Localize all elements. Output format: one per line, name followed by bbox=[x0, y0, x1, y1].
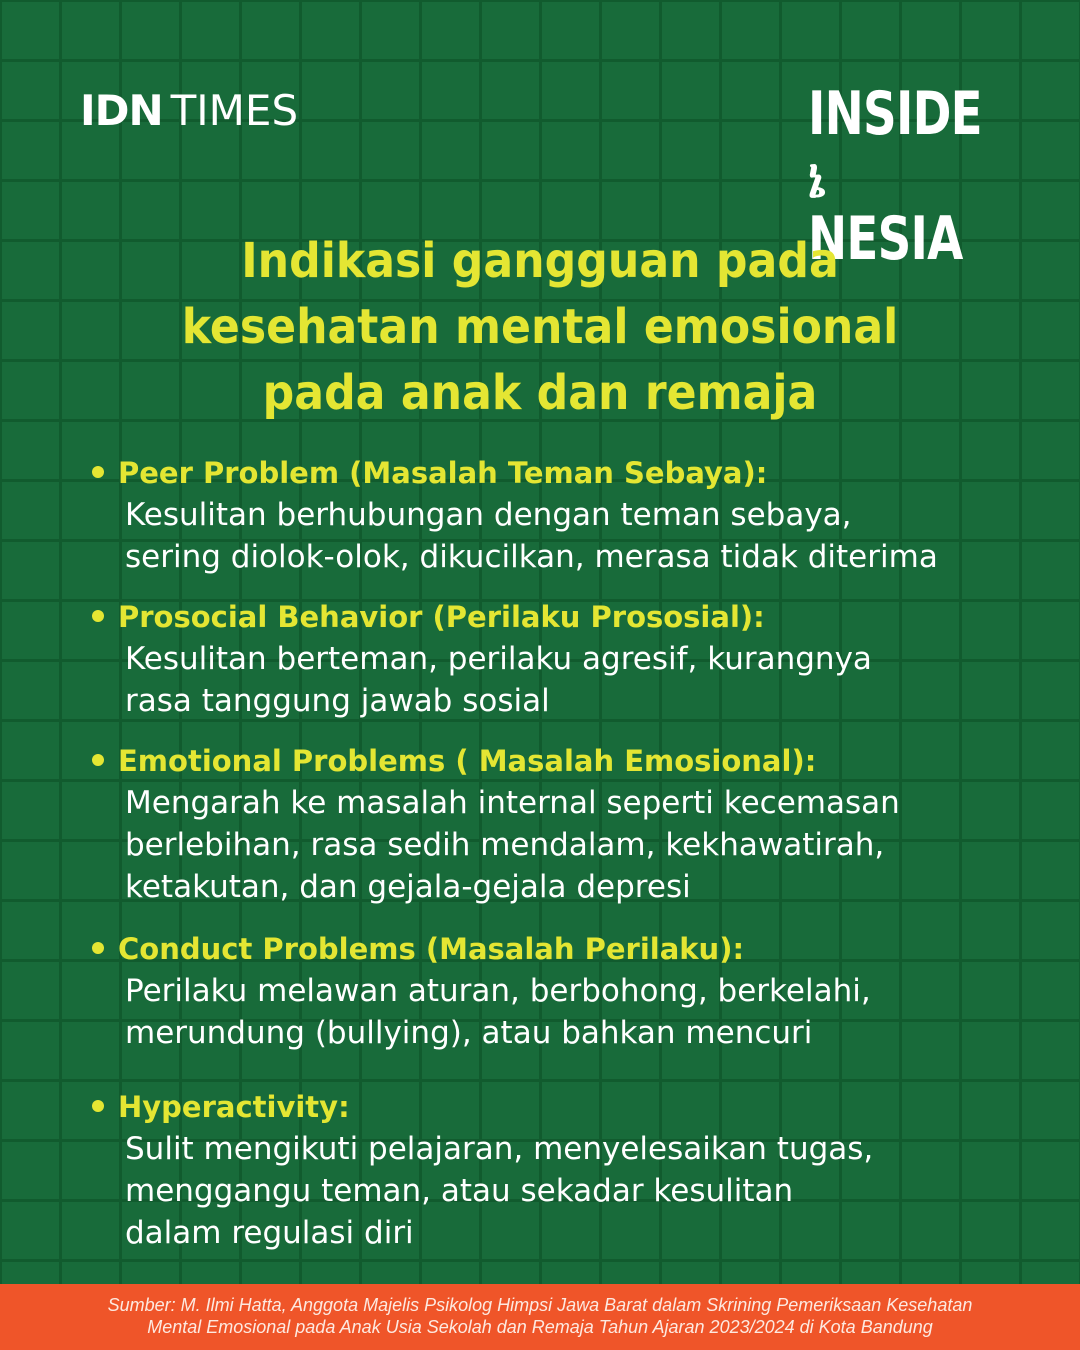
bullet-icon bbox=[92, 942, 104, 954]
item-heading: Prosocial Behavior (Perilaku Prososial): bbox=[118, 600, 765, 634]
source-footer bbox=[0, 1284, 1080, 1350]
idn-times-logo bbox=[80, 86, 298, 135]
item-body: Mengarah ke masalah internal seperti kecemasan berlebihan, rasa sedih mendalam, kekhawatirah, ketakutan, dan gejala-gejala depresi bbox=[125, 785, 900, 905]
logo-glyph-icon: ኔ bbox=[808, 146, 825, 211]
item-heading: Hyperactivity: bbox=[118, 1090, 350, 1124]
source-line: Mental Emosional pada Anak Usia Sekolah dan Remaja Tahun Ajaran 2023/2024 di Kota Bandung bbox=[147, 1317, 933, 1337]
list-item-peer-problem bbox=[92, 452, 1042, 596]
item-heading: Peer Problem (Masalah Teman Sebaya): bbox=[118, 456, 768, 490]
item-body: Sulit mengikuti pelajaran, menyelesaikan tugas, menggangu teman, atau sekadar kesulitan dalam regulasi diri bbox=[125, 1131, 874, 1251]
item-body: Perilaku melawan aturan, berbohong, berkelahi, merundung (bullying), atau bahkan mencuri bbox=[125, 973, 871, 1051]
item-heading: Emotional Problems ( Masalah Emosional): bbox=[118, 744, 817, 778]
brand-bold: IDN bbox=[80, 86, 163, 135]
list-item-conduct-problems bbox=[92, 928, 1042, 1086]
brand-regular: TIMES bbox=[170, 86, 299, 135]
logo-line-1: INSIDE bbox=[808, 79, 982, 149]
list-item-hyperactivity bbox=[92, 1086, 1042, 1254]
bullet-icon bbox=[92, 754, 104, 766]
indication-list bbox=[92, 452, 1042, 1254]
item-body: Kesulitan berteman, perilaku agresif, kurangnya rasa tanggung jawab sosial bbox=[125, 641, 872, 719]
title-line: kesehatan mental emosional bbox=[181, 299, 899, 355]
item-heading: Conduct Problems (Masalah Perilaku): bbox=[118, 932, 745, 966]
bullet-icon bbox=[92, 1100, 104, 1112]
title-line: Indikasi gangguan pada bbox=[241, 233, 839, 289]
logo-line-2-text: NESIA bbox=[808, 204, 963, 274]
list-item-prosocial-behavior bbox=[92, 596, 1042, 740]
source-line: Sumber: M. Ilmi Hatta, Anggota Majelis Psikolog Himpsi Jawa Barat dalam Skrining Pemeriksaan Kesehatan bbox=[107, 1295, 973, 1315]
list-item-emotional-problems bbox=[92, 740, 1042, 928]
title-line: pada anak dan remaja bbox=[262, 365, 818, 421]
bullet-icon bbox=[92, 610, 104, 622]
page-title bbox=[0, 228, 1080, 426]
bullet-icon bbox=[92, 466, 104, 478]
item-body: Kesulitan berhubungan dengan teman sebaya, sering diolok-olok, dikucilkan, merasa tidak diterima bbox=[125, 497, 938, 575]
